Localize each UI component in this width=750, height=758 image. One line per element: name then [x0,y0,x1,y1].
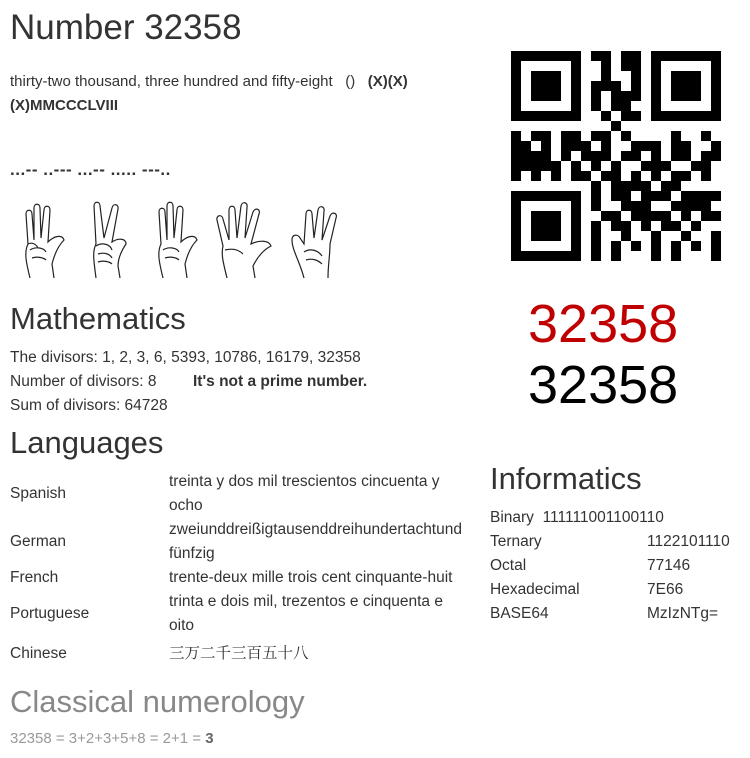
info-label: Ternary [490,533,542,550]
language-name: Chinese [10,645,67,662]
language-text: trente-deux mille trois cent cinquante-huit [169,569,453,586]
info-label: Binary [490,509,534,526]
info-value: 7E66 [647,581,684,598]
qr-code-image [511,51,721,261]
info-value: MzIzNTg= [647,605,719,622]
language-text: trinta e dois mil, trezentos e cinquenta e oito [169,593,443,634]
hand-five-icon [215,200,279,280]
languages-table [10,470,466,666]
name-text: thirty-two thousand, three hundred and fifty-eight [10,73,333,90]
table-row [10,470,466,518]
roman-numeral: (X)(X)(X)MMCCCLVIII [10,73,408,114]
page-title: Number 32358 [10,8,242,47]
hand-three-icon [149,200,205,280]
table-row [10,638,466,666]
divisors-text: The divisors: 1, 2, 3, 6, 5393, 10786, 16179, 32358 [10,349,361,366]
sum-of-divisors: Sum of divisors: 64728 [10,397,168,414]
language-text: treinta y dos mil trescientos cincuenta y ocho [169,473,440,514]
mathematics-heading: Mathematics [10,301,186,336]
info-value: 1122101110 [647,533,730,550]
hand-three-icon [16,200,72,280]
table-row [10,518,466,566]
prime-status: It's not a prime number. [193,373,368,390]
table-row [10,566,466,590]
info-label: Hexadecimal [490,581,580,598]
info-value: 111111001100110 [542,509,664,526]
numerology-result: 3 [205,730,214,747]
numerology-line [10,730,214,747]
number-name [10,70,480,118]
hand-four-icon [290,200,346,280]
language-name: Portuguese [10,605,90,622]
info-label: BASE64 [490,605,549,622]
table-row [10,590,466,638]
number-of-divisors: Number of divisors: 8 [10,373,157,390]
informatics-heading: Informatics [490,461,642,496]
language-name: Spanish [10,485,67,502]
hand-signs [16,200,352,285]
big-number-black: 32358 [528,355,679,415]
name-paren: () [345,73,356,90]
language-name: French [10,569,59,586]
info-value: 77146 [647,557,691,574]
informatics-binary [490,506,664,530]
languages-heading: Languages [10,425,164,460]
language-text: 三万二千三百五十八 [169,645,309,662]
numerology-sum: 32358 = 3+2+3+5+8 = 2+1 = [10,730,206,747]
big-number-red: 32358 [528,294,679,354]
language-text: zweiunddreißigtausenddreihundertachtundfünfzig [169,521,462,562]
numerology-heading: Classical numerology [10,684,305,719]
morse-code: ...-- ..--- ...-- ..... ---.. [10,160,171,179]
language-name: German [10,533,66,550]
info-label: Octal [490,557,527,574]
hand-two-icon [82,200,138,280]
